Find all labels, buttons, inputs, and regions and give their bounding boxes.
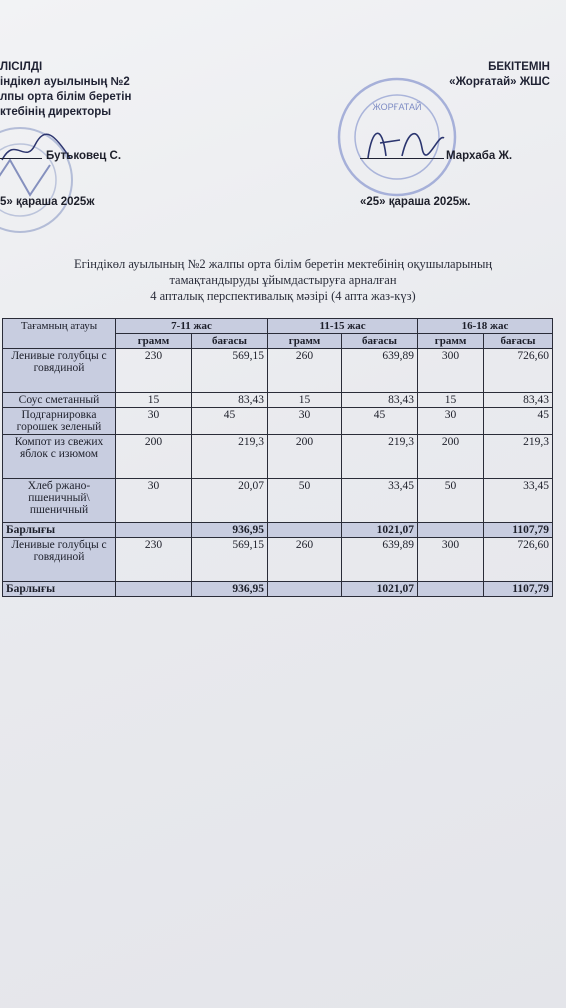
dish-name: Хлеб ржано-пшеничный\ пшеничный bbox=[3, 479, 116, 523]
empty-cell bbox=[418, 523, 484, 538]
gram-cell: 30 bbox=[268, 408, 342, 435]
total-row bbox=[3, 523, 553, 538]
column-header-name: Тағамның атауы bbox=[3, 319, 116, 349]
price-cell: 45 bbox=[192, 408, 268, 435]
empty-cell bbox=[268, 582, 342, 597]
signature-right-name: Мархаба Ж. bbox=[446, 150, 513, 162]
signature-line bbox=[360, 158, 444, 159]
gram-cell: 300 bbox=[418, 349, 484, 393]
total-price: 1021,07 bbox=[342, 523, 418, 538]
price-cell: 83,43 bbox=[192, 393, 268, 408]
gram-cell: 15 bbox=[268, 393, 342, 408]
column-header-age-group: 16-18 жас bbox=[418, 319, 553, 334]
gram-cell: 260 bbox=[268, 349, 342, 393]
approval-right-line: «Жорғатай» ЖШС bbox=[449, 76, 550, 88]
column-header-age-group: 7-11 жас bbox=[116, 319, 268, 334]
stamp-text: ЖОРҒАТАЙ bbox=[372, 102, 422, 112]
approval-left-line: індікөл ауылының №2 bbox=[0, 76, 130, 88]
price-cell: 45 bbox=[342, 408, 418, 435]
total-price: 936,95 bbox=[192, 582, 268, 597]
gram-cell: 15 bbox=[116, 393, 192, 408]
approval-left-block bbox=[0, 60, 200, 120]
column-header-age-group: 11-15 жас bbox=[268, 319, 418, 334]
title-line-1: Егіндікөл ауылының №2 жалпы орта білім беретін мектебінің оқушыларының bbox=[73, 257, 493, 271]
total-price: 1021,07 bbox=[342, 582, 418, 597]
dish-name: Подгарнировка горошек зеленый bbox=[3, 408, 116, 435]
approval-left-line: ктебінің директоры bbox=[0, 106, 112, 118]
approval-right-line: БЕКІТЕМІН bbox=[488, 61, 550, 73]
empty-cell bbox=[268, 523, 342, 538]
price-cell: 639,89 bbox=[342, 538, 418, 582]
price-cell: 219,3 bbox=[192, 435, 268, 479]
total-price: 936,95 bbox=[192, 523, 268, 538]
table-row bbox=[3, 538, 553, 582]
total-price: 1107,79 bbox=[484, 582, 553, 597]
column-header-gram: грамм bbox=[268, 334, 342, 349]
price-cell: 83,43 bbox=[342, 393, 418, 408]
column-header-gram: грамм bbox=[116, 334, 192, 349]
signature-line bbox=[0, 158, 42, 159]
approval-left-line: лпы орта білім беретін bbox=[0, 91, 132, 103]
table-header-row bbox=[3, 319, 553, 334]
title-line-3: 4 апталық перспективалық мәзірі (4 апта жаз-күз) bbox=[150, 289, 416, 303]
price-cell: 639,89 bbox=[342, 349, 418, 393]
dish-name: Соус сметанный bbox=[3, 393, 116, 408]
approval-right-date: «25» қараша 2025ж. bbox=[360, 196, 471, 208]
column-header-price: бағасы bbox=[192, 334, 268, 349]
table-row bbox=[3, 435, 553, 479]
dish-name: Ленивые голубцы с говядиной bbox=[3, 538, 116, 582]
price-cell: 726,60 bbox=[484, 349, 553, 393]
gram-cell: 30 bbox=[116, 408, 192, 435]
price-cell: 219,3 bbox=[342, 435, 418, 479]
total-label: Барлығы bbox=[3, 523, 116, 538]
signature-left bbox=[0, 150, 121, 162]
approval-left-date: 5» қараша 2025ж bbox=[0, 196, 95, 208]
gram-cell: 200 bbox=[116, 435, 192, 479]
column-header-price: бағасы bbox=[342, 334, 418, 349]
gram-cell: 30 bbox=[418, 408, 484, 435]
price-cell: 569,15 bbox=[192, 349, 268, 393]
gram-cell: 50 bbox=[418, 479, 484, 523]
empty-cell bbox=[116, 582, 192, 597]
gram-cell: 200 bbox=[268, 435, 342, 479]
table-row bbox=[3, 408, 553, 435]
table-row bbox=[3, 479, 553, 523]
price-cell: 726,60 bbox=[484, 538, 553, 582]
price-cell: 33,45 bbox=[484, 479, 553, 523]
empty-cell bbox=[116, 523, 192, 538]
gram-cell: 15 bbox=[418, 393, 484, 408]
total-price: 1107,79 bbox=[484, 523, 553, 538]
gram-cell: 300 bbox=[418, 538, 484, 582]
gram-cell: 30 bbox=[116, 479, 192, 523]
document-title bbox=[0, 256, 566, 304]
price-cell: 33,45 bbox=[342, 479, 418, 523]
signature-left-name: Бутьковец С. bbox=[46, 150, 122, 162]
empty-cell bbox=[418, 582, 484, 597]
gram-cell: 230 bbox=[116, 538, 192, 582]
table-row bbox=[3, 393, 553, 408]
column-header-price: бағасы bbox=[484, 334, 553, 349]
gram-cell: 260 bbox=[268, 538, 342, 582]
dish-name: Ленивые голубцы с говядиной bbox=[3, 349, 116, 393]
signature-right bbox=[360, 150, 550, 162]
gram-cell: 230 bbox=[116, 349, 192, 393]
total-row bbox=[3, 582, 553, 597]
approval-left-line: ЛІСІЛДІ bbox=[0, 61, 43, 73]
gram-cell: 50 bbox=[268, 479, 342, 523]
gram-cell: 200 bbox=[418, 435, 484, 479]
price-cell: 219,3 bbox=[484, 435, 553, 479]
table-row bbox=[3, 349, 553, 393]
column-header-gram: грамм bbox=[418, 334, 484, 349]
total-label: Барлығы bbox=[3, 582, 116, 597]
dish-name: Компот из свежих яблок с изюмом bbox=[3, 435, 116, 479]
price-cell: 569,15 bbox=[192, 538, 268, 582]
price-cell: 45 bbox=[484, 408, 553, 435]
title-line-2: тамақтандыруды ұйымдастыруға арналған bbox=[169, 273, 397, 287]
price-cell: 83,43 bbox=[484, 393, 553, 408]
price-cell: 20,07 bbox=[192, 479, 268, 523]
menu-table bbox=[2, 318, 553, 597]
